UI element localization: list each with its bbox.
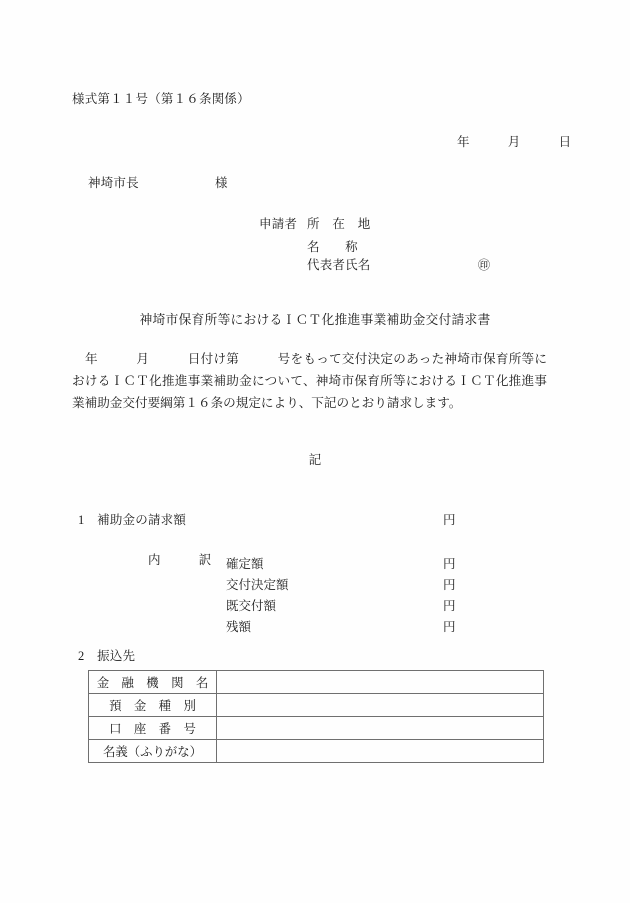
breakdown-row-label: 交付決定額 bbox=[226, 578, 289, 592]
breakdown-row-label: 既交付額 bbox=[226, 599, 277, 613]
account-holder-value[interactable] bbox=[217, 740, 544, 763]
breakdown-row-unit: 円 bbox=[443, 557, 456, 571]
table-row bbox=[89, 717, 544, 740]
section1-number: 1 bbox=[78, 513, 85, 527]
breakdown-row-label: 確定額 bbox=[226, 557, 264, 571]
table-row bbox=[89, 694, 544, 717]
table-row bbox=[89, 671, 544, 694]
applicant-name-label: 名 称 bbox=[307, 240, 358, 254]
deposit-type-label: 預 金 種 別 bbox=[89, 694, 217, 717]
section2-label: 振込先 bbox=[97, 649, 136, 663]
account-number-label: 口 座 番 号 bbox=[89, 717, 217, 740]
bank-name-label: 金 融 機 関 名 bbox=[89, 671, 217, 694]
breakdown-row-unit: 円 bbox=[443, 599, 456, 613]
breakdown-row-unit: 円 bbox=[443, 578, 456, 592]
date-line: 年 月 日 bbox=[457, 135, 572, 149]
section1-unit: 円 bbox=[443, 513, 456, 527]
deposit-type-value[interactable] bbox=[217, 694, 544, 717]
section1-label: 補助金の請求額 bbox=[97, 513, 187, 527]
applicant-address-label: 所 在 地 bbox=[307, 217, 371, 231]
addressee-line: 神埼市長 様 bbox=[88, 176, 228, 190]
applicant-label: 申請者 bbox=[259, 217, 298, 231]
bank-account-table bbox=[88, 670, 544, 763]
applicant-representative-label: 代表者氏名 bbox=[307, 258, 371, 272]
section2-number: 2 bbox=[78, 649, 85, 663]
account-holder-label: 名義（ふりがな） bbox=[89, 740, 217, 763]
page-title: 神埼市保育所等におけるＩＣＴ化推進事業補助金交付請求書 bbox=[139, 313, 491, 327]
seal-icon: ㊞ bbox=[478, 258, 491, 272]
form-number: 様式第１１号（第１６条関係） bbox=[72, 92, 250, 106]
table-row bbox=[89, 740, 544, 763]
breakdown-row-label: 残額 bbox=[226, 620, 252, 634]
ki-marker: 記 bbox=[308, 453, 322, 467]
breakdown-label: 内 訳 bbox=[148, 553, 212, 567]
section1-heading bbox=[78, 514, 186, 527]
bank-name-value[interactable] bbox=[217, 671, 544, 694]
breakdown-row-unit: 円 bbox=[443, 620, 456, 634]
account-number-value[interactable] bbox=[217, 717, 544, 740]
section2-heading bbox=[78, 650, 135, 663]
body-paragraph: 年 月 日付け第 号をもって交付決定のあった神埼市保育所等におけるＩＣＴ化推進事業補助金について、神埼市保育所等におけるＩＣＴ化推進事業補助金交付要綱第１６条の規定により、下記のとおり請求します。 bbox=[72, 352, 547, 410]
